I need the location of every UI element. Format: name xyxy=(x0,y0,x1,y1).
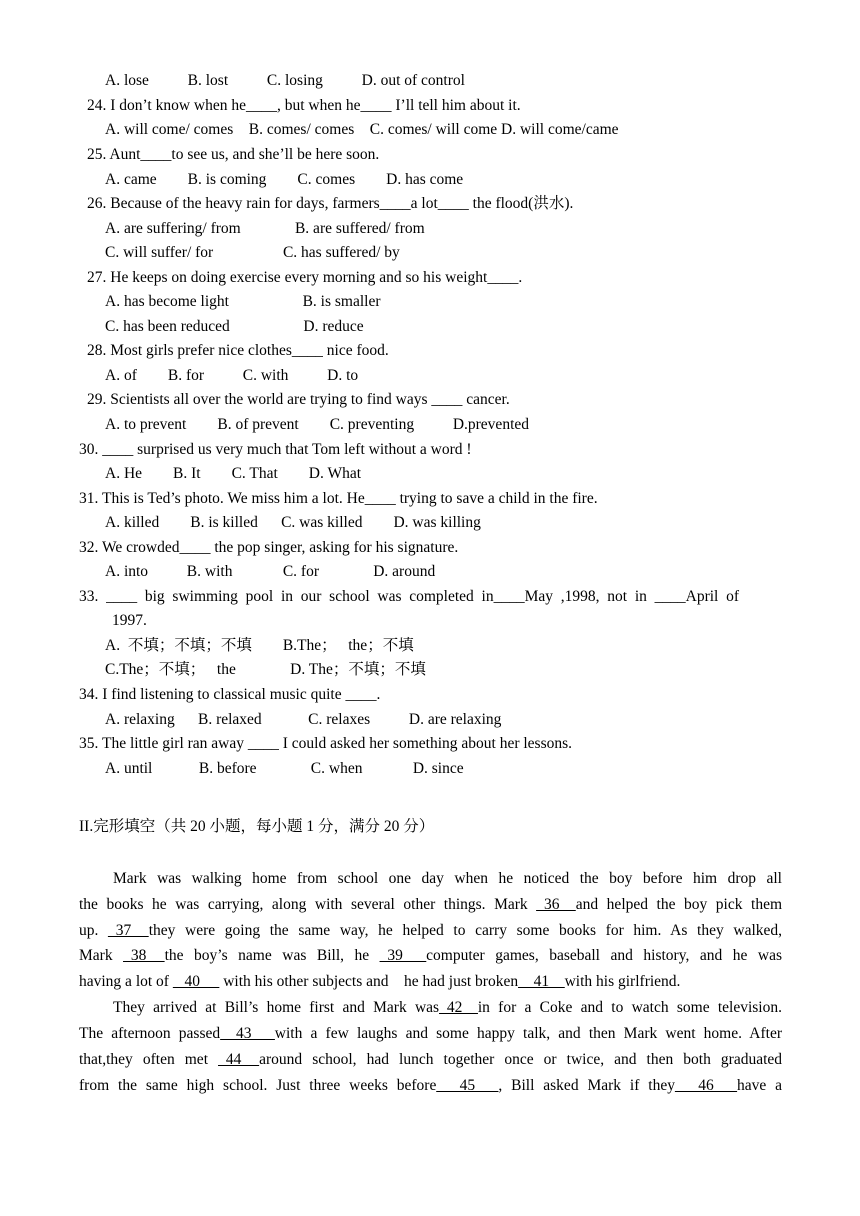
passage-line-4: Mark _38_ the boy’s name was Bill, he _39___computer games, baseball and history, and he was xyxy=(79,947,782,964)
question-34: 34. I find listening to classical music quite ____. xyxy=(79,686,381,703)
question-33: 33. ____ big swimming pool in our school was completed in____May ,1998, not in ____April of xyxy=(79,588,739,605)
passage-line-7: The afternoon passed _43___with a few laughs and some happy talk, and then Mark went home. After xyxy=(79,1025,783,1042)
blank-39: _39___ xyxy=(379,947,427,964)
passage-line-8: that,they often met _44_ around school, had lunch together once or twice, and then both graduated xyxy=(79,1051,783,1068)
q27-options-row2: C. has been reduced D. reduce xyxy=(105,318,364,335)
question-24: 24. I don’t know when he____, but when he____ I’ll tell him about it. xyxy=(87,97,521,114)
q25-options: A. came B. is coming C. comes D. has come xyxy=(105,171,464,188)
q24-options: A. will come/ comes B. comes/ comes C. comes/ will come D. will come/came xyxy=(105,121,619,138)
question-25: 25. Aunt____to see us, and she’ll be here soon. xyxy=(87,146,380,163)
q27-options-row1: A. has become light B. is smaller xyxy=(105,293,381,310)
passage-line-9: from the same high school. Just three weeks before___45___, Bill asked Mark if they___46___have a xyxy=(79,1077,782,1094)
q28-options: A. of B. for C. with D. to xyxy=(105,367,359,384)
passage-line-2: the books he was carrying, along with several other things. Mark _36_ and helped the boy pick them xyxy=(79,896,783,913)
blank-38: _38_ xyxy=(123,947,165,964)
question-28: 28. Most girls prefer nice clothes____ nice food. xyxy=(87,342,389,359)
blank-36: _36_ xyxy=(536,896,576,913)
passage-line-6: They arrived at Bill’s home first and Mark was_42__in for a Coke and to watch some television. xyxy=(113,999,782,1016)
q26-options-row1: A. are suffering/ from B. are suffered/ from xyxy=(105,220,425,237)
passage-line-3: up. _37_ they were going the same way, he helped to carry some books for him. As they walked, xyxy=(79,922,783,939)
q33-options-row1: A. 不填；不填；不填 B.The； the；不填 xyxy=(105,637,414,654)
q32-options: A. into B. with C. for D. around xyxy=(105,563,436,580)
question-26: 26. Because of the heavy rain for days, farmers____a lot____ the flood(洪水). xyxy=(87,195,574,212)
blank-40: _40__ xyxy=(172,973,220,990)
question-33-cont: 1997. xyxy=(112,612,147,629)
q33-options-row2: C.The；不填； the D. The；不填；不填 xyxy=(105,661,426,678)
question-32: 32. We crowded____ the pop singer, asking for his signature. xyxy=(79,539,459,556)
question-35: 35. The little girl ran away ____ I could asked her something about her lessons. xyxy=(79,735,573,752)
blank-43: _43___ xyxy=(220,1025,275,1042)
question-31: 31. This is Ted’s photo. We miss him a lot. He____ trying to save a child in the fire. xyxy=(79,490,598,507)
q29-options: A. to prevent B. of prevent C. preventing D.prevented xyxy=(105,416,530,433)
blank-41: __41__ xyxy=(518,973,565,990)
q35-options: A. until B. before C. when D. since xyxy=(105,760,464,777)
q23-options: A. lose B. lost C. losing D. out of control xyxy=(105,72,465,89)
blank-37: _37_ xyxy=(108,922,149,939)
passage-line-1: Mark was walking home from school one day when he noticed the boy before him drop all xyxy=(113,870,782,887)
passage-line-5: having a lot of _40__ with his other subjects and he had just broken__41__with his girlfriend. xyxy=(79,973,681,990)
question-30: 30. ____ surprised us very much that Tom left without a word ! xyxy=(79,441,472,458)
question-29: 29. Scientists all over the world are trying to find ways ____ cancer. xyxy=(87,391,510,408)
section-heading: II.完形填空（共 20 小题，每小题 1 分，满分 20 分） xyxy=(79,818,435,835)
q30-options: A. He B. It C. That D. What xyxy=(105,465,362,482)
blank-46: ___46___ xyxy=(674,1077,737,1094)
q34-options: A. relaxing B. relaxed C. relaxes D. are relaxing xyxy=(105,711,502,728)
q26-options-row2: C. will suffer/ for C. has suffered/ by xyxy=(105,244,400,261)
blank-45: ___45___ xyxy=(436,1077,499,1094)
blank-42: _42__ xyxy=(439,999,478,1016)
blank-44: _44_ xyxy=(218,1051,260,1068)
question-27: 27. He keeps on doing exercise every morning and so his weight____. xyxy=(87,269,523,286)
q31-options: A. killed B. is killed C. was killed D. was killing xyxy=(105,514,481,531)
